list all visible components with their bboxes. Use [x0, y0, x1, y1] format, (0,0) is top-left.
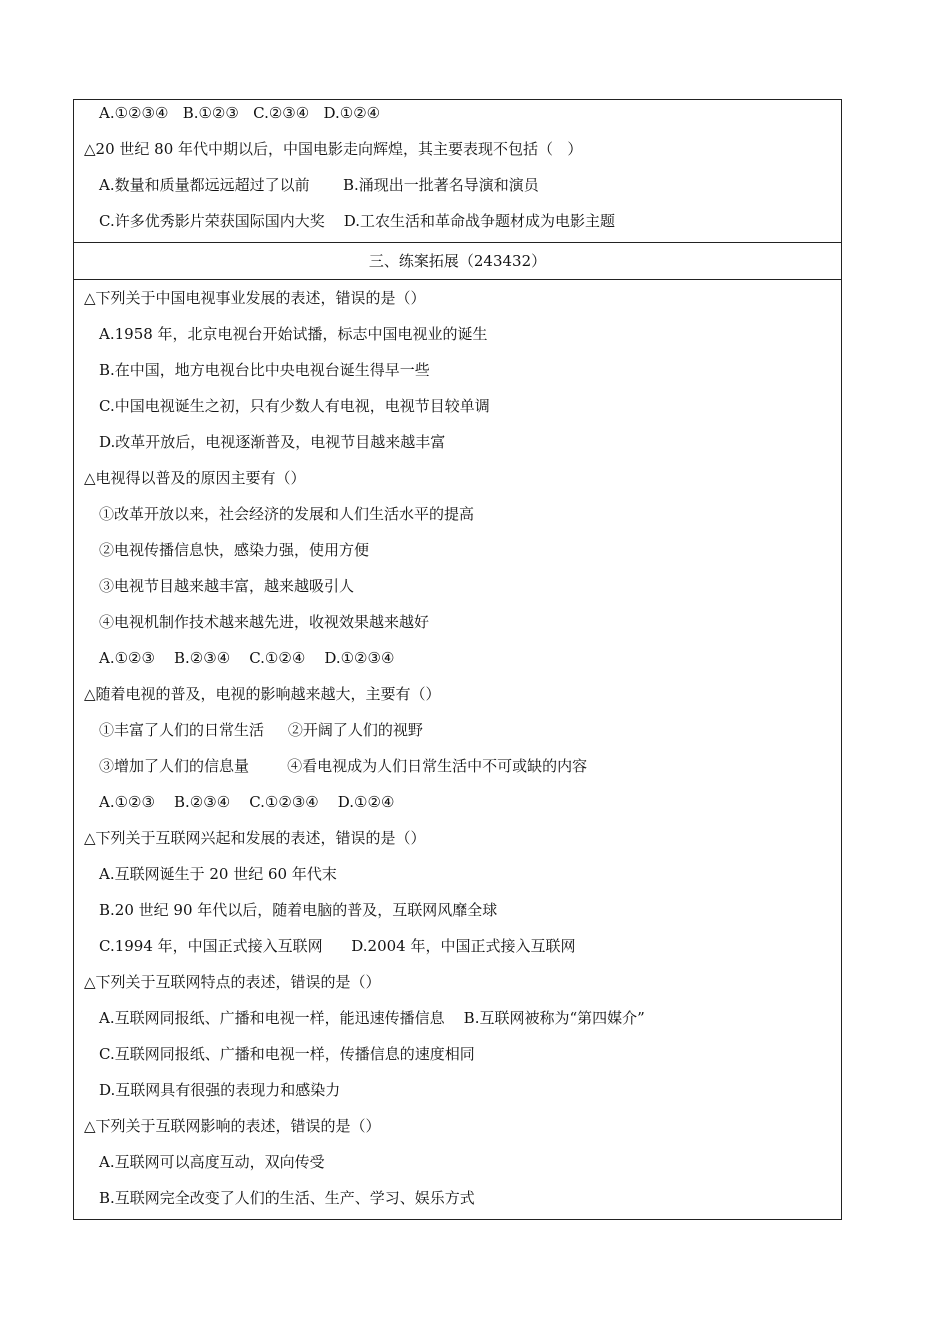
question-tv-development: △下列关于中国电视事业发展的表述，错误的是（）: [84, 289, 426, 307]
film-options-ab: A.数量和质量都远远超过了以前 B.涌现出一批著名导演和演员: [99, 176, 539, 194]
prev-question-options: A.①②③④ B.①②③ C.②③④ D.①②④: [99, 104, 381, 122]
answer-options: A.①②③ B.②③④ C.①②③④ D.①②④: [99, 793, 395, 811]
worksheet-table: [73, 99, 842, 1220]
statement-1: ①改革开放以来，社会经济的发展和人们生活水平的提高: [99, 505, 475, 523]
option-d: D.互联网具有很强的表现力和感染力: [99, 1081, 341, 1099]
option-b: B.20 世纪 90 年代以后，随着电脑的普及，互联网风靡全球: [99, 901, 498, 919]
question-internet-development: △下列关于互联网兴起和发展的表述，错误的是（）: [84, 829, 426, 847]
question-tv-influence: △随着电视的普及，电视的影响越来越大，主要有（）: [84, 685, 441, 703]
option-a: A.互联网诞生于 20 世纪 60 年代末: [99, 865, 337, 883]
question-internet-influence: △下列关于互联网影响的表述，错误的是（）: [84, 1117, 381, 1135]
statement-4: ④电视机制作技术越来越先进，收视效果越来越好: [99, 613, 430, 631]
option-c: C.中国电视诞生之初，只有少数人有电视，电视节目较单调: [99, 397, 490, 415]
answer-options: A.①②③ B.②③④ C.①②④ D.①②③④: [99, 649, 395, 667]
question-tv-popularity: △电视得以普及的原因主要有（）: [84, 469, 306, 487]
option-a: A.互联网可以高度互动，双向传受: [99, 1153, 325, 1171]
option-a: A.1958 年，北京电视台开始试播，标志中国电视业的诞生: [99, 325, 488, 343]
option-c: C.互联网同报纸、广播和电视一样，传播信息的速度相同: [99, 1045, 475, 1063]
option-d: D.改革开放后，电视逐渐普及，电视节目越来越丰富: [99, 433, 446, 451]
option-b: B.在中国，地方电视台比中央电视台诞生得早一些: [99, 361, 430, 379]
question-film: △20 世纪 80 年代中期以后，中国电影走向辉煌，其主要表现不包括（ ）: [84, 140, 583, 158]
statements-3-4: ③增加了人们的信息量 ④看电视成为人们日常生活中不可或缺的内容: [99, 757, 588, 775]
options-cd: C.1994 年，中国正式接入互联网 D.2004 年，中国正式接入互联网: [99, 937, 576, 955]
previous-section-cell: [74, 100, 841, 243]
film-options-cd: C.许多优秀影片荣获国际国内大奖 D.工农生活和革命战争题材成为电影主题: [99, 212, 616, 230]
question-internet-features: △下列关于互联网特点的表述，错误的是（）: [84, 973, 381, 991]
options-ab: A.互联网同报纸、广播和电视一样，能迅速传播信息 B.互联网被称为“第四媒介”: [99, 1009, 645, 1027]
statements-1-2: ①丰富了人们的日常生活 ②开阔了人们的视野: [99, 721, 423, 739]
option-b: B.互联网完全改变了人们的生活、生产、学习、娱乐方式: [99, 1189, 475, 1207]
section-header: 三、练案拓展（243432）: [74, 243, 841, 280]
statement-3: ③电视节目越来越丰富，越来越吸引人: [99, 577, 355, 595]
statement-2: ②电视传播信息快，感染力强，使用方便: [99, 541, 370, 559]
